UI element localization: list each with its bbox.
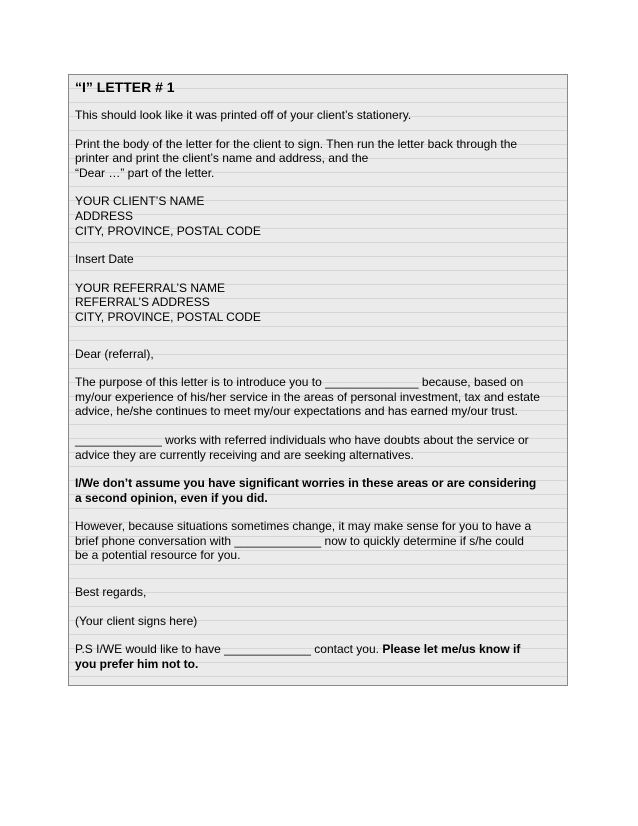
paragraph-bold-assumption xyxy=(75,476,561,505)
client-name: YOUR CLIENT’S NAME xyxy=(75,194,205,209)
paragraph-line: my/our experience of his/her service in the areas of personal investment, tax and estate xyxy=(75,389,540,404)
paragraph-line: a second opinion, even if you did. xyxy=(75,490,268,505)
instructions-line: “Dear …” part of the letter. xyxy=(75,165,215,180)
instructions-block xyxy=(75,137,561,181)
postscript-text: P.S I/WE would like to have _____________ contact you. xyxy=(75,642,383,657)
paragraph-line: _____________ works with referred individuals who have doubts about the service or xyxy=(75,432,529,447)
postscript xyxy=(75,642,561,671)
client-city: CITY, PROVINCE, POSTAL CODE xyxy=(75,223,261,238)
referral-address-block xyxy=(75,281,561,325)
referral-name: YOUR REFERRAL’S NAME xyxy=(75,280,226,295)
paragraph-line: advice, he/she continues to meet my/our expectations and has earned my/our trust. xyxy=(75,404,518,419)
salutation: Dear (referral), xyxy=(75,346,154,361)
paragraph-line: be a potential resource for you. xyxy=(75,548,241,563)
paragraph-line: I/We don’t assume you have significant worries in these areas or are considering xyxy=(75,476,537,491)
paragraph-line: However, because situations sometimes change, it may make sense for you to have a xyxy=(75,519,532,534)
letter-title: “I” LETTER # 1 xyxy=(75,79,175,95)
signature-placeholder: (Your client signs here) xyxy=(75,613,198,628)
paragraph-introduction xyxy=(75,375,561,419)
intro-text: This should look like it was printed off of your client’s stationery. xyxy=(75,108,412,122)
paragraph-phone-conversation xyxy=(75,519,561,563)
referral-address: REFERRAL’S ADDRESS xyxy=(75,295,210,310)
closing: Best regards, xyxy=(75,585,147,600)
letter-template-box xyxy=(68,74,568,686)
paragraph-line: advice they are currently receiving and are seeking alternatives. xyxy=(75,447,414,462)
paragraph-line: The purpose of this letter is to introduce you to ______________ because, based on xyxy=(75,375,524,390)
postscript-line-1 xyxy=(75,642,561,657)
paragraph-line: brief phone conversation with _____________ now to quickly determine if s/he could xyxy=(75,533,524,548)
postscript-line-2: you prefer him not to. xyxy=(75,656,199,671)
instructions-line: printer and print the client’s name and address, and the xyxy=(75,151,369,166)
insert-date: Insert Date xyxy=(75,252,134,267)
referral-city: CITY, PROVINCE, POSTAL CODE xyxy=(75,309,261,324)
client-address: ADDRESS xyxy=(75,208,134,223)
postscript-bold-text: Please let me/us know if xyxy=(382,642,521,657)
client-address-block xyxy=(75,194,561,238)
instructions-line: Print the body of the letter for the client to sign. Then run the letter back through the xyxy=(75,136,518,151)
paragraph-referred-individuals xyxy=(75,433,561,462)
